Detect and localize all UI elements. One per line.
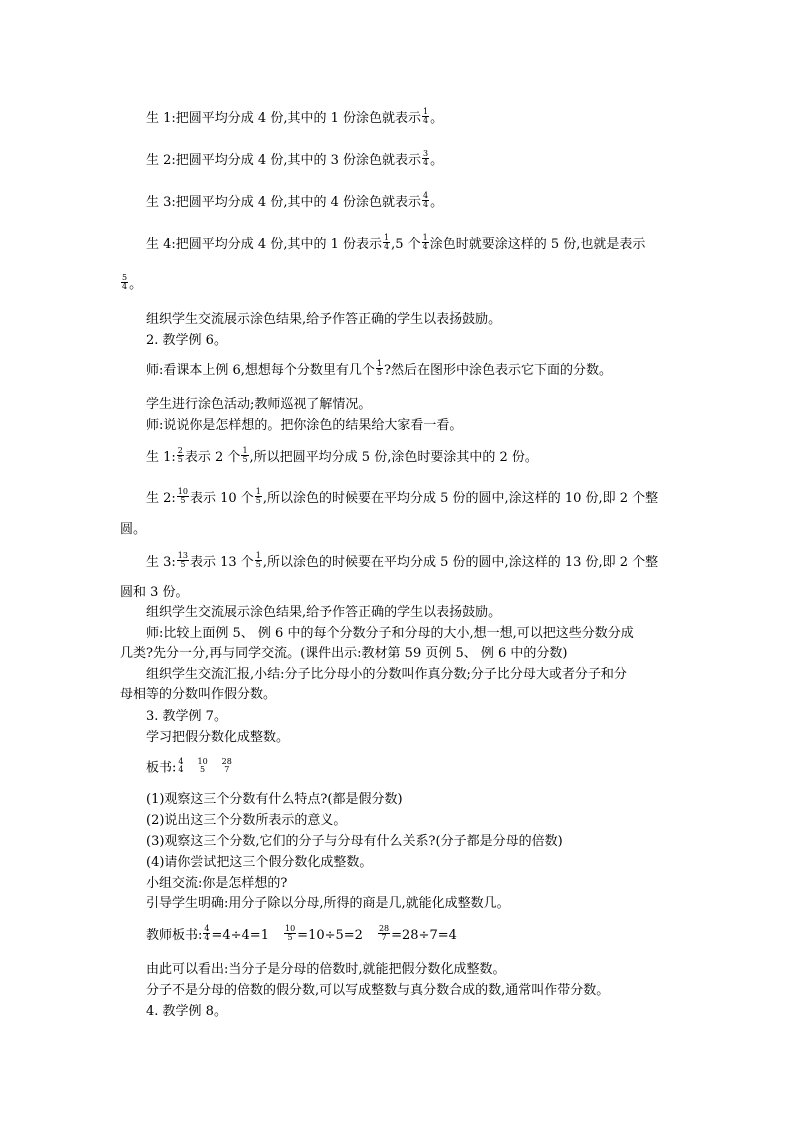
question-item: (2)说出这三个分数所表示的意义。 [146,813,347,828]
fraction: $\frac{1}{5}$ [255,551,261,569]
fraction: $\frac{1}{5}$ [376,359,383,377]
fraction: $\frac{5}{4}$ [122,273,128,291]
fraction: $\frac{4}{4}$ [423,191,429,209]
question-item: (4)请你尝试把这三个假分数化成整数。 [146,855,373,870]
paragraph: 圆和 3 份。 [120,585,189,600]
paragraph: 组织学生交流汇报,小结:分子比分母小的分数叫作真分数;分子比分母大或者分子和分 [146,667,627,682]
fraction: $\frac{1}{4}$ [423,107,429,125]
fraction: $\frac{1}{5}$ [242,446,248,464]
section-heading: 2. 教学例 6。 [146,333,227,348]
fraction: $\frac{1}{4}$ [422,233,428,251]
fraction: $\frac{3}{4}$ [423,149,429,167]
fraction: $\frac{2}{5}$ [177,446,183,464]
paragraph: 小组交流:你是怎样想的? [146,876,288,891]
paragraph: 分子不是分母的倍数的假分数,可以写成整数与真分数合成的数,通常叫作带分数。 [146,983,610,998]
paragraph: 学生进行涂色活动;教师巡视了解情况。 [146,397,372,412]
fraction: $\frac{28}{7}$ [378,924,390,942]
section-heading: 4. 教学例 8。 [146,1004,227,1019]
fraction: $\frac{10}{5}$ [284,924,296,942]
paragraph: 师:说说你是怎样想的。把你涂色的结果给大家看一看。 [146,418,463,433]
fraction: $\frac{10}{5}$ [177,487,188,505]
fraction: 10 5 [197,757,208,774]
student3-answer: 生 3:把圆平均分成 4 份,其中的 4 份涂色就表示 $\frac{4}{4}$ 。 [146,191,444,210]
student4-answer-cont: $\frac{5}{4}$ 。 [122,273,143,292]
fraction: 4 4 [178,757,184,774]
fraction: $\frac{1}{5}$ [255,487,261,505]
paragraph: 由此可以看出:当分子是分母的倍数时,就能把假分数化成整数。 [146,962,506,977]
fraction: 28 7 [221,757,232,774]
student1-explanation: 生 1: $\frac{2}{5}$ 表示 2 个 $\frac{1}{5}$ ,所以把圆平均分成 5 份,涂色时要涂其中的 2 份。 [146,446,538,465]
student4-answer: 生 4:把圆平均分成 4 份,其中的 1 份表示 $\frac{1}{4}$ ,5 个 $\frac{1}{4}$ 涂色时就要涂这样的 5 份,也就是表示 [146,233,646,252]
student3-explanation: 生 3: $\frac{13}{5}$ 表示 13 个 $\frac{1}{5}$ ,所以涂色的时候要在平均分成 5 份的圆中,涂这样的 13 份,即 2 个整 [146,551,659,570]
paragraph: 母相等的分数叫作假分数。 [120,687,277,702]
paragraph: 组织学生交流展示涂色结果,给予作答正确的学生以表扬鼓励。 [146,605,502,620]
paragraph: 师:比较上面例 5、 例 6 中的每个分数分子和分母的大小,想一想,可以把这些分数分成 [146,626,634,641]
paragraph: 学习把假分数化成整数。 [146,730,290,745]
fraction: $\frac{1}{4}$ [384,233,390,251]
paragraph: 组织学生交流展示涂色结果,给予作答正确的学生以表扬鼓励。 [146,312,502,327]
teacher-blackboard: 教师板书: $\frac{4}{4}$ =4÷4=1 $\frac{10}{5}$ =10÷5=2 $\frac{28}{7}$ =28÷7=4 [146,924,457,943]
student2-explanation: 生 2: $\frac{10}{5}$ 表示 10 个 $\frac{1}{5}$ ,所以涂色的时候要在平均分成 5 份的圆中,涂这样的 10 份,即 2 个整 [146,487,659,506]
teacher-question: 师:看课本上例 6,想想每个分数里有几个 $\frac{1}{5}$ ?然后在图形中涂色表示它下面的分数。 [146,359,612,378]
fraction: $\frac{13}{5}$ [177,551,188,569]
question-item: (3)观察这三个分数,它们的分子与分母有什么关系?(分子都是分母的倍数) [146,834,563,849]
question-item: (1)观察这三个分数有什么特点?(都是假分数) [146,792,403,807]
section-heading: 3. 教学例 7。 [146,709,227,724]
paragraph: 几类?先分一分,再与同学交流。(课件出示:教材第 59 页例 5、 例 6 中的分数) [120,646,568,661]
blackboard-fractions: 板书: 4 4 10 5 28 7 [146,757,232,776]
paragraph: 圆。 [120,522,147,537]
student1-answer: 生 1:把圆平均分成 4 份,其中的 1 份涂色就表示 $\frac{1}{4}$ 。 [146,107,444,126]
fraction: $\frac{4}{4}$ [204,924,210,942]
paragraph: 引导学生明确:用分子除以分母,所得的商是几,就能化成整数几。 [146,896,510,911]
student2-answer: 生 2:把圆平均分成 4 份,其中的 3 份涂色就表示 $\frac{3}{4}$ 。 [146,149,444,168]
